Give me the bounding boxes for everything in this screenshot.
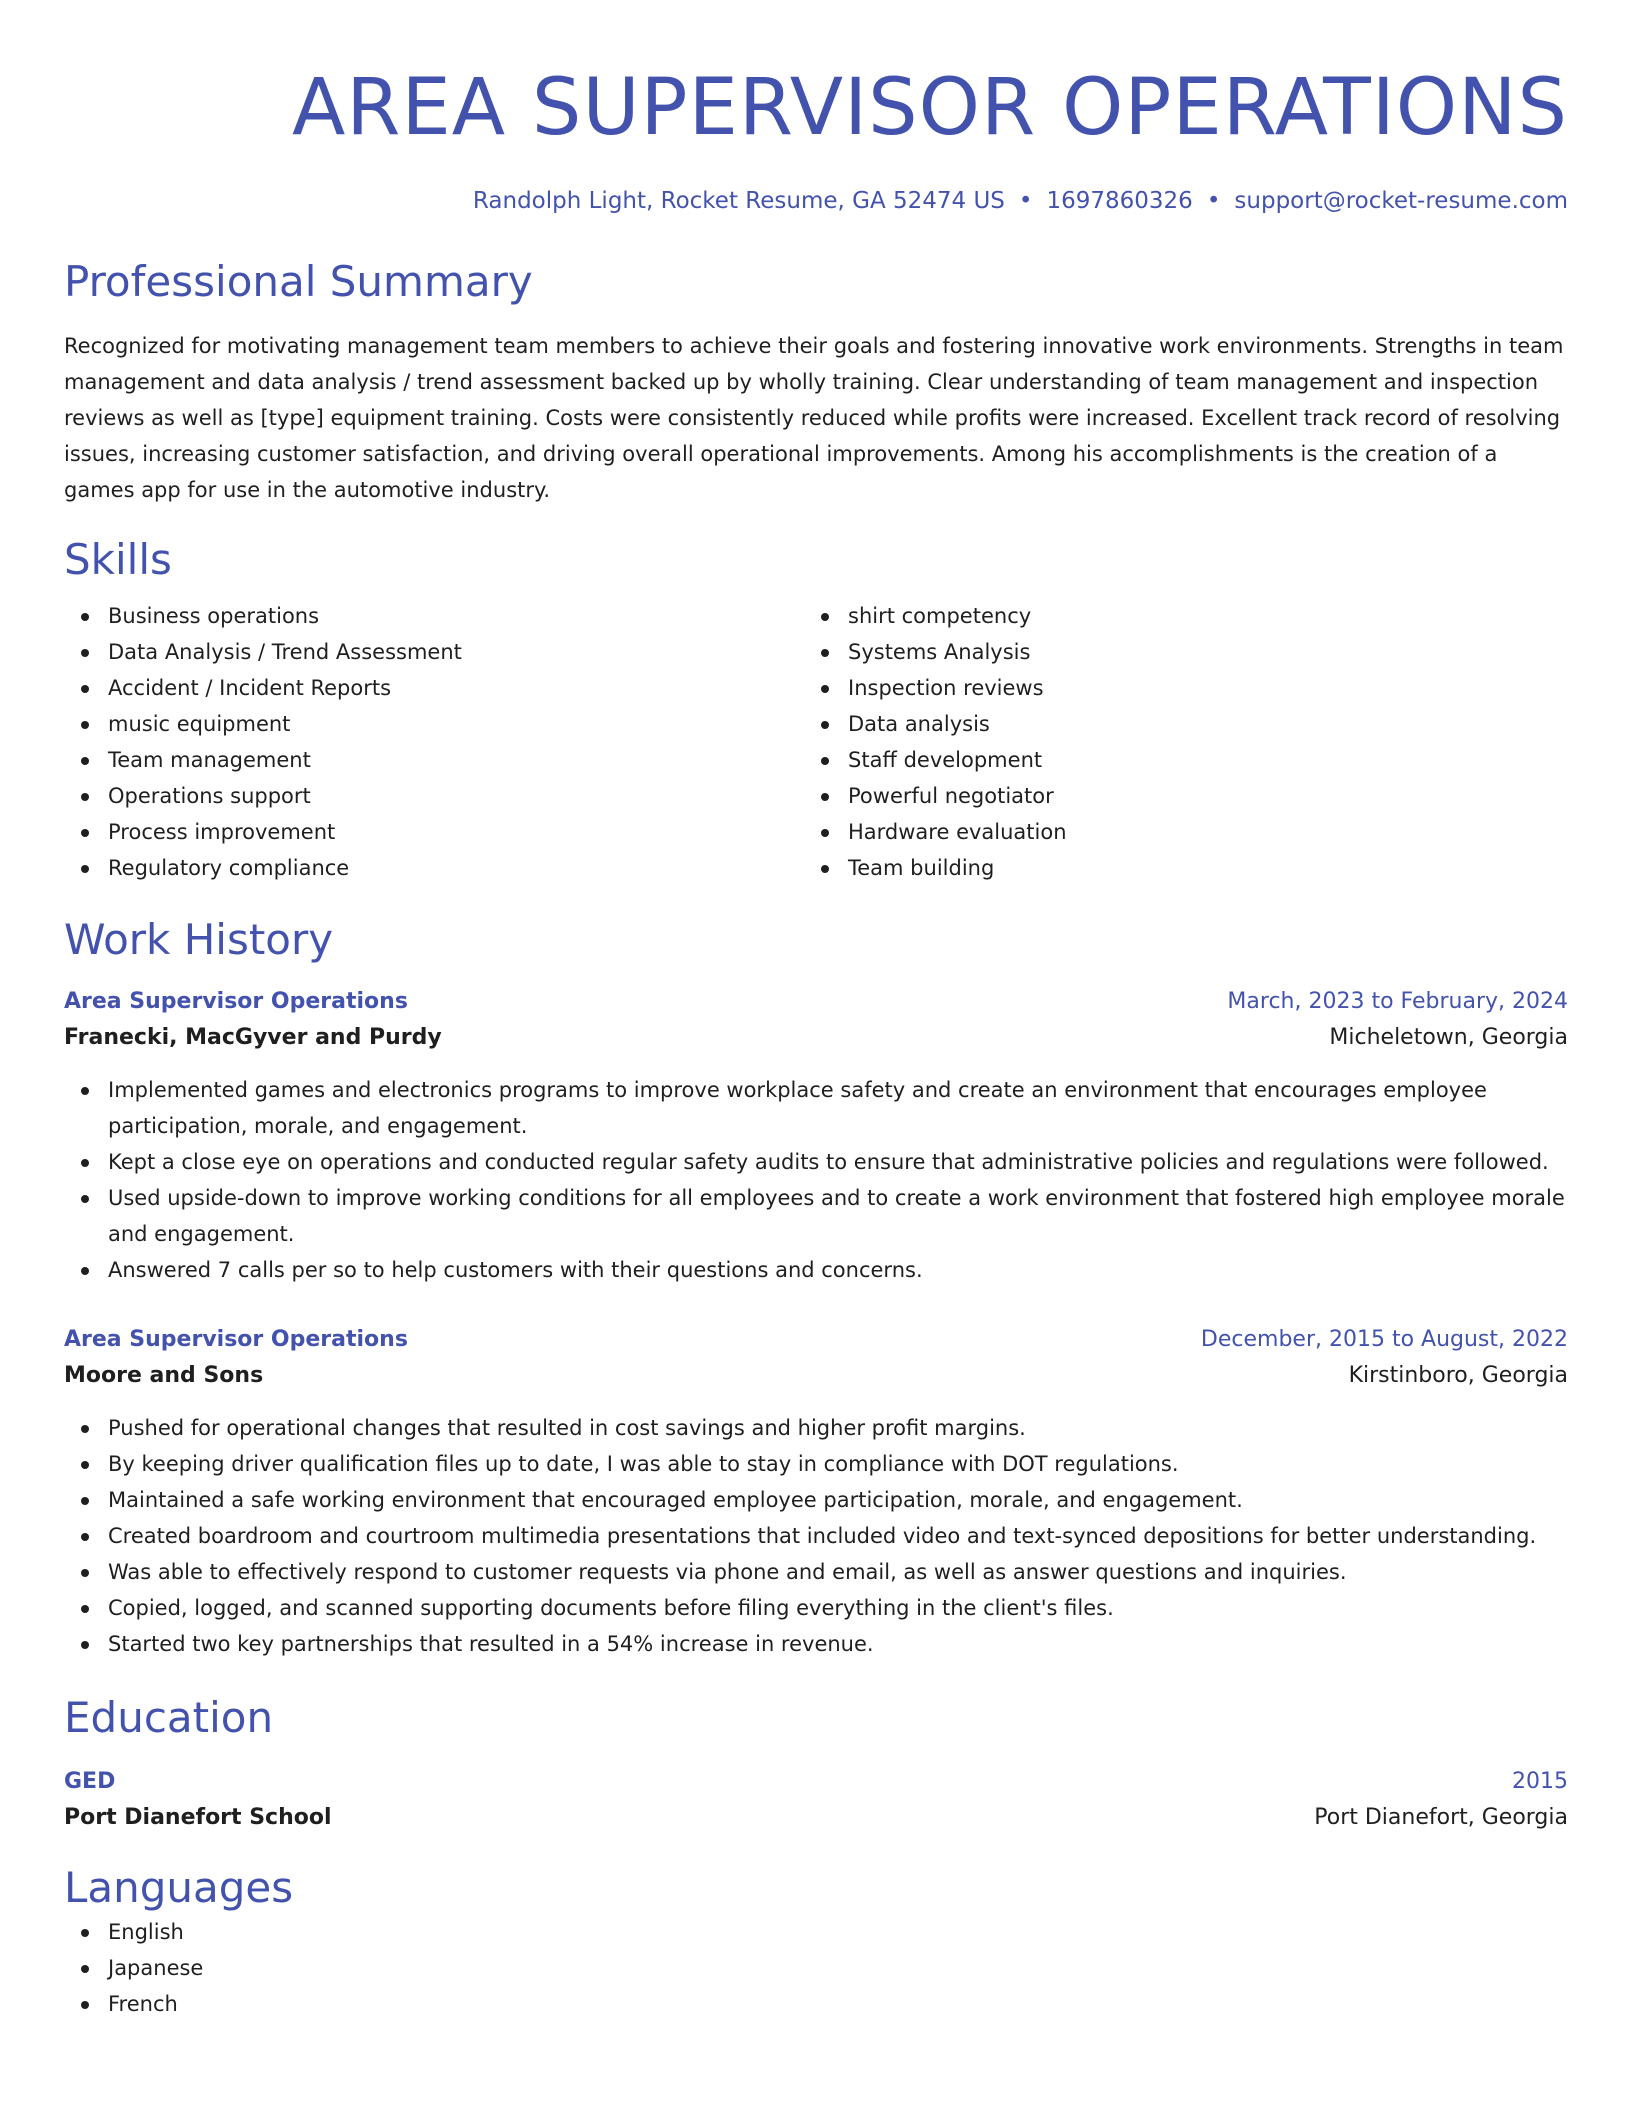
- education-school: Port Dianefort School: [64, 1805, 332, 1830]
- job-bullet: Maintained a safe working environment that encouraged employee participation, morale, and engagement.: [64, 1482, 1568, 1518]
- skill-item: Inspection reviews: [804, 670, 1544, 706]
- job-bullets: [64, 1072, 1568, 1288]
- summary-text: Recognized for motivating management team members to achieve their goals and fostering innovative work environments. Strengths in team management and data analysis / trend assessment backed up by wholly training. Clear understanding of team management and inspection reviews as well as [type] equipment training. Costs were consistently reduced while profits were increased. Excellent track record of resolving issues, increasing customer satisfaction, and driving overall operational improvements. Among his accomplishments is the creation of a games app for use in the automotive industry.: [64, 334, 1564, 502]
- skills-list-right: [804, 598, 1544, 886]
- job-title: Area Supervisor Operations: [64, 989, 408, 1014]
- job-entry: [64, 984, 1568, 1288]
- job-location: Kirstinboro, Georgia: [1348, 1363, 1568, 1388]
- education-header-row: [64, 1764, 1568, 1800]
- resume-title: AREA SUPERVISOR OPERATIONS: [291, 63, 1568, 153]
- contact-email[interactable]: support@rocket-resume.com: [1234, 188, 1568, 214]
- language-item: French: [64, 1986, 1568, 2022]
- education-location: Port Dianefort, Georgia: [1314, 1805, 1568, 1830]
- work-history-heading: Work History: [64, 915, 334, 964]
- skill-item: Accident / Incident Reports: [64, 670, 804, 706]
- contact-line: [64, 186, 1568, 216]
- job-bullets: [64, 1410, 1568, 1662]
- education-heading: Education: [64, 1693, 274, 1742]
- skill-item: Business operations: [64, 598, 804, 634]
- job-bullet: Created boardroom and courtroom multimedia presentations that included video and text-synced depositions for better understanding.: [64, 1518, 1568, 1554]
- skill-item: shirt competency: [804, 598, 1544, 634]
- job-dates: March, 2023 to February, 2024: [1227, 989, 1568, 1014]
- job-bullet: Used upside-down to improve working conditions for all employees and to create a work environment that fostered high employee morale and engagement.: [64, 1180, 1568, 1252]
- language-item: English: [64, 1914, 1568, 1950]
- skills-list-left: [64, 598, 804, 886]
- job-company-row: [64, 1020, 1568, 1056]
- skill-item: Regulatory compliance: [64, 850, 804, 886]
- languages-heading: Languages: [64, 1863, 294, 1912]
- job-title: Area Supervisor Operations: [64, 1327, 408, 1352]
- job-bullet: Kept a close eye on operations and conducted regular safety audits to ensure that administrative policies and regulations were followed.: [64, 1144, 1568, 1180]
- job-company-row: [64, 1358, 1568, 1394]
- job-bullet: Pushed for operational changes that resulted in cost savings and higher profit margins.: [64, 1410, 1568, 1446]
- skill-item: Systems Analysis: [804, 634, 1544, 670]
- job-bullet: Was able to effectively respond to customer requests via phone and email, as well as answer questions and inquiries.: [64, 1554, 1568, 1590]
- skill-item: Data analysis: [804, 706, 1544, 742]
- education-degree: GED: [64, 1769, 116, 1794]
- skill-item: Team management: [64, 742, 804, 778]
- job-dates: December, 2015 to August, 2022: [1200, 1327, 1568, 1352]
- skill-item: Hardware evaluation: [804, 814, 1544, 850]
- job-header-row: [64, 984, 1568, 1020]
- summary-heading: Professional Summary: [64, 257, 533, 306]
- contact-address: Randolph Light, Rocket Resume, GA 52474 US: [472, 188, 1005, 214]
- contact-separator: •: [1018, 188, 1033, 214]
- education-entry: [64, 1764, 1568, 1836]
- languages-list: [64, 1914, 1568, 2022]
- skill-item: Operations support: [64, 778, 804, 814]
- skills-heading: Skills: [64, 535, 172, 584]
- skill-item: Team building: [804, 850, 1544, 886]
- job-bullet: Answered 7 calls per so to help customers with their questions and concerns.: [64, 1252, 1568, 1288]
- job-entry: [64, 1322, 1568, 1662]
- contact-phone: 1697860326: [1046, 188, 1193, 214]
- contact-separator: •: [1206, 188, 1221, 214]
- job-bullet: Started two key partnerships that resulted in a 54% increase in revenue.: [64, 1626, 1568, 1662]
- job-company: Moore and Sons: [64, 1363, 264, 1388]
- language-item: Japanese: [64, 1950, 1568, 1986]
- job-header-row: [64, 1322, 1568, 1358]
- skills-grid: [64, 598, 1568, 886]
- skill-item: Process improvement: [64, 814, 804, 850]
- skill-item: Powerful negotiator: [804, 778, 1544, 814]
- skill-item: Data Analysis / Trend Assessment: [64, 634, 804, 670]
- skill-item: Staff development: [804, 742, 1544, 778]
- job-bullet: By keeping driver qualification files up to date, I was able to stay in compliance with DOT regulations.: [64, 1446, 1568, 1482]
- skill-item: music equipment: [64, 706, 804, 742]
- education-school-row: [64, 1800, 1568, 1836]
- job-bullet: Copied, logged, and scanned supporting documents before filing everything in the client's files.: [64, 1590, 1568, 1626]
- job-bullet: Implemented games and electronics programs to improve workplace safety and create an environment that encourages employee participation, morale, and engagement.: [64, 1072, 1568, 1144]
- education-year: 2015: [1512, 1769, 1568, 1794]
- job-company: Franecki, MacGyver and Purdy: [64, 1025, 442, 1050]
- job-location: Micheletown, Georgia: [1329, 1025, 1568, 1050]
